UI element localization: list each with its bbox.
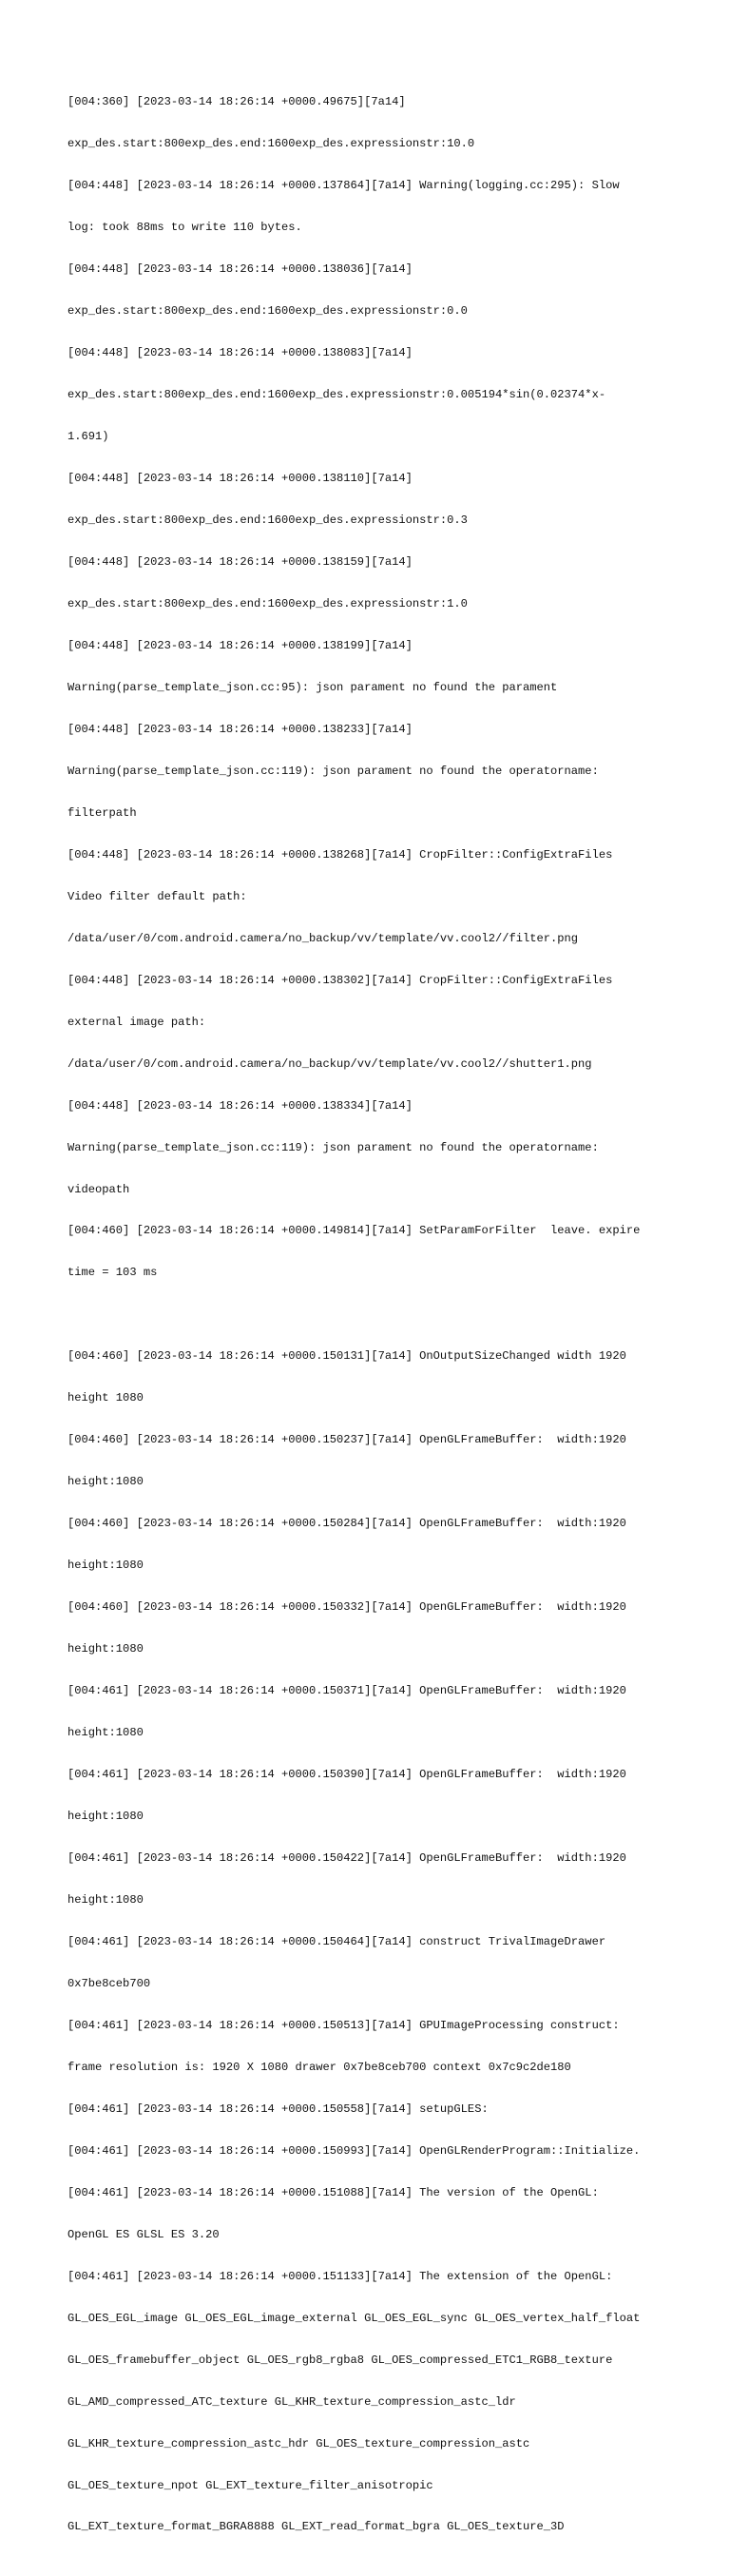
log-line: 1.691) [67, 430, 109, 444]
log-line: [004:460] [2023-03-14 18:26:14 +0000.149814][7a14] SetParamForFilter leave. expire [67, 1224, 641, 1238]
log-line: filterpath [67, 805, 137, 820]
log-line: [004:448] [2023-03-14 18:26:14 +0000.138302][7a14] CropFilter::ConfigExtraFiles [67, 973, 613, 987]
log-document [67, 68, 676, 2576]
log-line: [004:360] [2023-03-14 18:26:14 +0000.49675][7a14] [67, 95, 406, 109]
log-line: exp_des.start:800exp_des.end:1600exp_des.expressionstr:0.0 [67, 304, 468, 319]
log-line: /data/user/0/com.android.camera/no_backup/vv/template/vv.cool2//shutter1.png [67, 1056, 592, 1071]
log-line: [004:448] [2023-03-14 18:26:14 +0000.138233][7a14] [67, 722, 413, 736]
log-line: height 1080 [67, 1391, 144, 1405]
log-line: [004:460] [2023-03-14 18:26:14 +0000.150332][7a14] OpenGLFrameBuffer: width:1920 [67, 1600, 626, 1615]
log-line: height:1080 [67, 1726, 144, 1740]
log-line: exp_des.start:800exp_des.end:1600exp_des.expressionstr:10.0 [67, 137, 475, 151]
log-line: [004:448] [2023-03-14 18:26:14 +0000.138036][7a14] [67, 262, 413, 277]
log-line: frame resolution is: 1920 X 1080 drawer 0x7be8ceb700 context 0x7c9c2de180 [67, 2060, 571, 2074]
log-line: [004:461] [2023-03-14 18:26:14 +0000.150558][7a14] setupGLES: [67, 2101, 489, 2116]
log-line: [004:448] [2023-03-14 18:26:14 +0000.138268][7a14] CropFilter::ConfigExtraFiles [67, 847, 613, 862]
log-line: [004:448] [2023-03-14 18:26:14 +0000.138110][7a14] [67, 472, 413, 486]
log-line: [004:448] [2023-03-14 18:26:14 +0000.138199][7a14] [67, 638, 413, 652]
log-line: [004:448] [2023-03-14 18:26:14 +0000.138083][7a14] [67, 346, 413, 360]
log-line: [004:461] [2023-03-14 18:26:14 +0000.150513][7a14] GPUImageProcessing construct: [67, 2018, 620, 2032]
log-line: videopath [67, 1182, 130, 1196]
log-line: external image path: [67, 1015, 206, 1029]
log-line: OpenGL ES GLSL ES 3.20 [67, 2227, 220, 2241]
log-line: GL_OES_EGL_image GL_OES_EGL_image_external GL_OES_EGL_sync GL_OES_vertex_half_float [67, 2311, 641, 2325]
log-line: [004:461] [2023-03-14 18:26:14 +0000.150464][7a14] construct TrivalImageDrawer [67, 1934, 606, 1948]
log-line: time = 103 ms [67, 1266, 158, 1280]
log-line: log: took 88ms to write 110 bytes. [67, 221, 302, 235]
log-line: GL_KHR_texture_compression_astc_hdr GL_OES_texture_compression_astc [67, 2436, 530, 2450]
log-line: GL_OES_framebuffer_object GL_OES_rgb8_rgba8 GL_OES_compressed_ETC1_RGB8_texture [67, 2353, 613, 2367]
log-line: [004:461] [2023-03-14 18:26:14 +0000.151133][7a14] The extension of the OpenGL: [67, 2269, 613, 2283]
log-line: [004:448] [2023-03-14 18:26:14 +0000.137864][7a14] Warning(logging.cc:295): Slow [67, 179, 620, 193]
log-line: [004:461] [2023-03-14 18:26:14 +0000.150422][7a14] OpenGLFrameBuffer: width:1920 [67, 1850, 626, 1865]
log-line: [004:460] [2023-03-14 18:26:14 +0000.150284][7a14] OpenGLFrameBuffer: width:1920 [67, 1517, 626, 1531]
log-line: [004:460] [2023-03-14 18:26:14 +0000.150237][7a14] OpenGLFrameBuffer: width:1920 [67, 1433, 626, 1447]
log-line: exp_des.start:800exp_des.end:1600exp_des.expressionstr:1.0 [67, 596, 468, 610]
log-line: Warning(parse_template_json.cc:119): json parament no found the operatorname: [67, 764, 599, 778]
blank-line [67, 1307, 676, 1322]
log-line: height:1080 [67, 1642, 144, 1656]
log-line: height:1080 [67, 1810, 144, 1824]
log-line: [004:461] [2023-03-14 18:26:14 +0000.150390][7a14] OpenGLFrameBuffer: width:1920 [67, 1768, 626, 1782]
log-line: Warning(parse_template_json.cc:119): json parament no found the operatorname: [67, 1140, 599, 1154]
log-line: 0x7be8ceb700 [67, 1976, 151, 1990]
log-line: [004:460] [2023-03-14 18:26:14 +0000.150131][7a14] OnOutputSizeChanged width 1920 [67, 1349, 626, 1364]
log-line: GL_EXT_texture_format_BGRA8888 GL_EXT_read_format_bgra GL_OES_texture_3D [67, 2520, 565, 2534]
log-line: GL_AMD_compressed_ATC_texture GL_KHR_texture_compression_astc_ldr [67, 2394, 516, 2409]
log-line: [004:448] [2023-03-14 18:26:14 +0000.138159][7a14] [67, 554, 413, 569]
log-line: [004:448] [2023-03-14 18:26:14 +0000.138334][7a14] [67, 1098, 413, 1113]
log-line: Video filter default path: [67, 889, 247, 903]
log-line: /data/user/0/com.android.camera/no_backup/vv/template/vv.cool2//filter.png [67, 931, 579, 945]
log-line: Warning(parse_template_json.cc:95): json parament no found the parament [67, 680, 558, 694]
log-line: GL_OES_texture_npot GL_EXT_texture_filter_anisotropic [67, 2478, 433, 2492]
log-line: [004:461] [2023-03-14 18:26:14 +0000.151088][7a14] The version of the OpenGL: [67, 2185, 599, 2199]
log-line: height:1080 [67, 1892, 144, 1907]
log-line: height:1080 [67, 1559, 144, 1573]
log-line: [004:461] [2023-03-14 18:26:14 +0000.150993][7a14] OpenGLRenderProgram::Initialize. [67, 2143, 641, 2158]
log-line: [004:461] [2023-03-14 18:26:14 +0000.150371][7a14] OpenGLFrameBuffer: width:1920 [67, 1684, 626, 1698]
log-line: exp_des.start:800exp_des.end:1600exp_des.expressionstr:0.005194*sin(0.02374*x- [67, 388, 606, 402]
log-line: height:1080 [67, 1475, 144, 1489]
log-line: exp_des.start:800exp_des.end:1600exp_des.expressionstr:0.3 [67, 513, 468, 527]
